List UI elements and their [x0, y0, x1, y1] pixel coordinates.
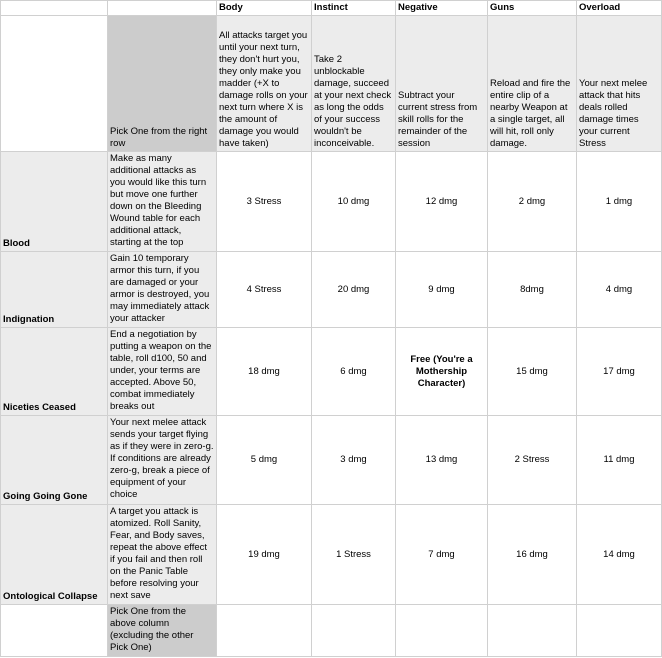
column-header-body: Body: [217, 1, 312, 16]
row-name: Ontological Collapse: [1, 505, 108, 605]
blank-cell: [217, 605, 312, 657]
blank-cell: [1, 605, 108, 657]
table-cell: 5 dmg: [217, 416, 312, 505]
table-cell: 17 dmg: [577, 328, 662, 416]
table-cell: 1 Stress: [312, 505, 396, 605]
row-description: Your next melee attack sends your target flying as if they were in zero-g. If conditions are already zero-g, break a piece of equipment of your choice: [108, 416, 217, 505]
row-description: End a negotiation by putting a weapon on the table, roll d100, 50 and under, your terms are accepted. Above 50, combat immediately breaks out: [108, 328, 217, 416]
table-cell: 1 dmg: [577, 152, 662, 252]
corner-cell: [1, 1, 108, 16]
description-row: [1, 16, 662, 152]
table-row: [1, 328, 662, 416]
table-cell: 18 dmg: [217, 328, 312, 416]
column-description: Subtract your current stress from skill rolls for the remainder of the session: [396, 16, 488, 152]
column-description: All attacks target you until your next turn, they don't hurt you, they only make you madder (+X to damage rolls on your next turn where X is the amount of damage you would have taken): [217, 16, 312, 152]
table-cell: 13 dmg: [396, 416, 488, 505]
corner-cell-2: [108, 1, 217, 16]
row-description: A target you attack is atomized. Roll Sanity, Fear, and Body saves, repeat the above effect if you fail and then roll on the Panic Table before resolving your next save: [108, 505, 217, 605]
table-cell: 6 dmg: [312, 328, 396, 416]
row-name: Going Going Gone: [1, 416, 108, 505]
table-cell: 12 dmg: [396, 152, 488, 252]
column-description: Your next melee attack that hits deals rolled damage times your current Stress: [577, 16, 662, 152]
blank-cell: [488, 605, 577, 657]
table-cell: 15 dmg: [488, 328, 577, 416]
table-cell: 10 dmg: [312, 152, 396, 252]
blank-cell: [577, 605, 662, 657]
header-row: [1, 1, 662, 16]
table-cell: 11 dmg: [577, 416, 662, 505]
column-description: Reload and fire the entire clip of a nearby Weapon at a single target, all will hit, roll only damage.: [488, 16, 577, 152]
table-cell: Free (You're a Mothership Character): [396, 328, 488, 416]
row-name: Indignation: [1, 252, 108, 328]
table-cell: 8dmg: [488, 252, 577, 328]
blank-cell: [396, 605, 488, 657]
table-cell: 9 dmg: [396, 252, 488, 328]
table-row: [1, 152, 662, 252]
table-cell: 3 Stress: [217, 152, 312, 252]
column-header-instinct: Instinct: [312, 1, 396, 16]
column-header-negative: Negative: [396, 1, 488, 16]
table-cell: 4 Stress: [217, 252, 312, 328]
table-cell: 3 dmg: [312, 416, 396, 505]
table-row: [1, 252, 662, 328]
column-header-guns: Guns: [488, 1, 577, 16]
table-cell: 2 Stress: [488, 416, 577, 505]
table-cell: 2 dmg: [488, 152, 577, 252]
table-row: [1, 505, 662, 605]
table-cell: 19 dmg: [217, 505, 312, 605]
row-name: Niceties Ceased: [1, 328, 108, 416]
table-row: [1, 416, 662, 505]
column-header-overload: Overload: [577, 1, 662, 16]
column-description: Take 2 unblockable damage, succeed at your next check as long the odds of your success wouldn't be inconceivable.: [312, 16, 396, 152]
row-description: Gain 10 temporary armor this turn, if you are damaged or your armor is destroyed, you may immediately attack your attacker: [108, 252, 217, 328]
table-cell: 4 dmg: [577, 252, 662, 328]
pick-one-above-column: Pick One from the above column (excluding the other Pick One): [108, 605, 217, 657]
blank-cell: [1, 16, 108, 152]
row-name: Blood: [1, 152, 108, 252]
table-cell: 7 dmg: [396, 505, 488, 605]
table-cell: 20 dmg: [312, 252, 396, 328]
footer-row: [1, 605, 662, 657]
table-cell: 14 dmg: [577, 505, 662, 605]
table-cell: 16 dmg: [488, 505, 577, 605]
row-description: Make as many additional attacks as you would like this turn but move one further down on the Bleeding Wound table for each additional attack, starting at the top: [108, 152, 217, 252]
pick-one-right-row: Pick One from the right row: [108, 16, 217, 152]
blank-cell: [312, 605, 396, 657]
